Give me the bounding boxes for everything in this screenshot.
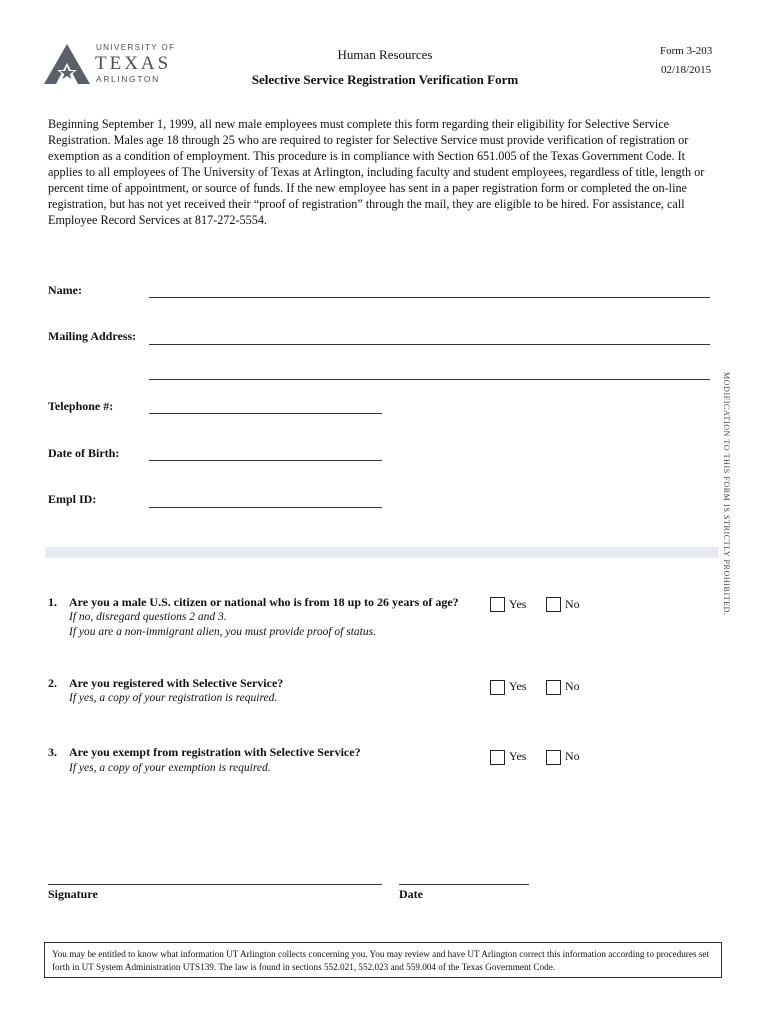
intro-paragraph: Beginning September 1, 1999, all new male employees must complete this form regarding their eligibility for Selective Service Registration. Males age 18 through 25 who are required to register for Selective Service must provide verification of registration or exemption as a condition of employment. This procedure is in compliance with Section 651.005 of the Texas Government Code. It applies to all employees of The University of Texas at Arlington, including faculty and student employees, regardless of title, length or percent time of appointment, or source of funds. If the new employee has sent in a paper registration form or completed the on-line registration, but has not yet received their “proof of registration” through the mail, they are eligible to be hired. For assistance, call Employee Record Services at 817-272-5554. bbox=[48, 117, 705, 227]
question-1-note-2: If you are a non-immigrant alien, you must provide proof of status. bbox=[69, 626, 376, 638]
question-1-number: 1. bbox=[48, 595, 57, 609]
name-label: Name: bbox=[48, 283, 82, 297]
date-label: Date bbox=[399, 887, 423, 901]
mailing-address-field-1[interactable] bbox=[149, 344, 710, 345]
mailing-address-field-2[interactable] bbox=[149, 379, 710, 380]
privacy-notice: You may be entitled to know what information UT Arlington collects concerning you. You may review and have UT Arlington correct this information according to procedures set forth in UT System Administration UTS139. The law is found in sections 552.021, 552.023 and 559.004 of the Texas Government Code. bbox=[44, 942, 722, 978]
question-1-yes-label: Yes bbox=[509, 597, 527, 611]
name-field[interactable] bbox=[149, 297, 710, 298]
question-2-no-checkbox[interactable] bbox=[546, 680, 561, 695]
question-2-yes-checkbox[interactable] bbox=[490, 680, 505, 695]
question-3-no-checkbox[interactable] bbox=[546, 750, 561, 765]
question-3-number: 3. bbox=[48, 745, 57, 759]
question-1-yes-checkbox[interactable] bbox=[490, 597, 505, 612]
dob-label: Date of Birth: bbox=[48, 446, 120, 460]
form-title: Selective Service Registration Verification Form bbox=[251, 72, 519, 87]
question-2-text: Are you registered with Selective Service? bbox=[69, 676, 284, 690]
mailing-address-label: Mailing Address: bbox=[48, 329, 137, 343]
date-field[interactable] bbox=[399, 884, 529, 885]
question-1-text: Are you a male U.S. citizen or national who is from 18 up to 26 years of age? bbox=[69, 595, 459, 609]
question-2-yes-label: Yes bbox=[509, 679, 527, 693]
question-1-no-checkbox[interactable] bbox=[546, 597, 561, 612]
department-title: Human Resources bbox=[337, 47, 433, 62]
form-number: Form 3-203 bbox=[660, 45, 713, 57]
question-3-yes-label: Yes bbox=[509, 749, 527, 763]
section-divider bbox=[45, 547, 719, 558]
question-1-no-label: No bbox=[565, 597, 580, 611]
question-2-number: 2. bbox=[48, 676, 57, 690]
question-3-text: Are you exempt from registration with Selective Service? bbox=[69, 745, 361, 759]
question-3-yes-checkbox[interactable] bbox=[490, 750, 505, 765]
signature-field[interactable] bbox=[48, 884, 382, 885]
question-2-no-label: No bbox=[565, 679, 580, 693]
telephone-label: Telephone #: bbox=[48, 399, 114, 413]
question-1-note-1: If no, disregard questions 2 and 3. bbox=[69, 611, 227, 623]
question-2-note: If yes, a copy of your registration is required. bbox=[69, 692, 278, 704]
modification-notice: MODIFICATION TO THIS FORM IS STRICTLY PROHIBITED. bbox=[722, 372, 731, 616]
logo-university-of: UNIVERSITY OF bbox=[96, 43, 176, 52]
dob-field[interactable] bbox=[149, 460, 382, 461]
empl-id-label: Empl ID: bbox=[48, 492, 97, 506]
logo-texas: TEXAS bbox=[95, 53, 172, 74]
telephone-field[interactable] bbox=[149, 413, 382, 414]
form-date: 02/18/2015 bbox=[661, 64, 712, 76]
question-3-note: If yes, a copy of your exemption is required. bbox=[69, 762, 271, 774]
signature-label: Signature bbox=[48, 887, 98, 901]
logo-arlington: ARLINGTON bbox=[96, 74, 160, 84]
question-3-no-label: No bbox=[565, 749, 580, 763]
empl-id-field[interactable] bbox=[149, 507, 382, 508]
